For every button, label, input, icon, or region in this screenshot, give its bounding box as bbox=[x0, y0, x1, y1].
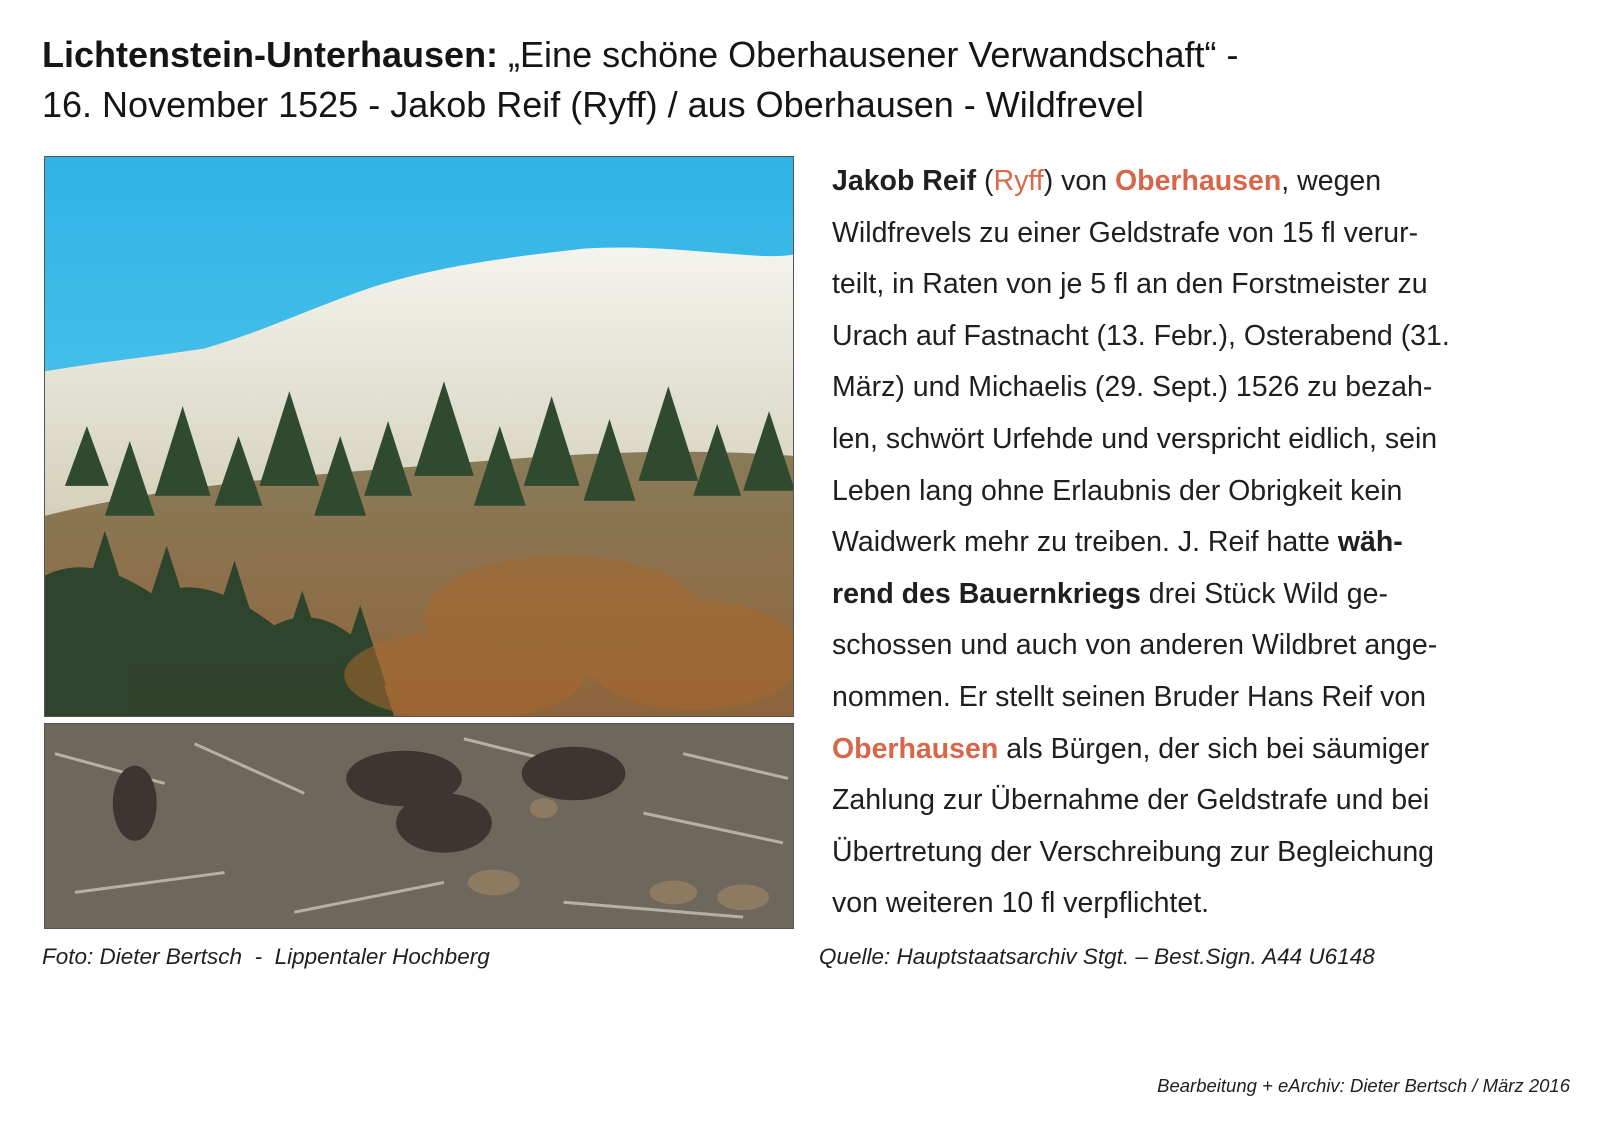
page-title bbox=[42, 30, 1562, 130]
bold-phrase: wäh- bbox=[1337, 526, 1403, 559]
name-variant: Ryff bbox=[993, 165, 1044, 197]
body-line: len, schwört Urfehde und verspricht eidlich, sein bbox=[832, 422, 1438, 455]
body-line bbox=[832, 569, 1572, 621]
place-highlight: Oberhausen bbox=[832, 732, 999, 765]
body-line: schossen und auch von anderen Wildbret ange- bbox=[832, 629, 1438, 662]
text-fragment: Waidwerk mehr zu treiben. J. Reif hatte bbox=[832, 526, 1338, 559]
title-line-2: 16. November 1525 - Jakob Reif (Ryff) / aus Oberhausen - Wildfrevel bbox=[42, 84, 1144, 125]
source-caption: Quelle: Hauptstaatsarchiv Stgt. – Best.Sign. A44 U6148 bbox=[819, 944, 1375, 969]
body-line: nommen. Er stellt seinen Bruder Hans Reif von bbox=[832, 680, 1427, 713]
forest-photo bbox=[44, 156, 794, 717]
title-subtitle: „Eine schöne Oberhausener Verwandschaft“ - bbox=[498, 34, 1239, 75]
text-fragment: ) von bbox=[1043, 165, 1115, 197]
bold-phrase: rend des Bauernkriegs bbox=[832, 577, 1141, 610]
body-line: Urach auf Fastnacht (13. Febr.), Osterabend (31. bbox=[832, 319, 1450, 352]
body-line bbox=[832, 156, 1572, 208]
body-line: teilt, in Raten von je 5 fl an den Forstmeister zu bbox=[832, 268, 1428, 301]
forest-image bbox=[45, 157, 793, 716]
title-place: Lichtenstein-Unterhausen: bbox=[42, 34, 499, 75]
text-fragment: ( bbox=[976, 165, 994, 197]
body-line: von weiteren 10 fl verpflichtet. bbox=[832, 887, 1210, 920]
boars-image bbox=[45, 724, 793, 928]
body-line bbox=[832, 517, 1572, 569]
photo-caption: Foto: Dieter Bertsch - Lippentaler Hochberg bbox=[42, 944, 490, 969]
title-line-1 bbox=[42, 30, 1562, 80]
body-line: Leben lang ohne Erlaubnis der Obrigkeit kein bbox=[832, 474, 1403, 507]
text-fragment: , wegen bbox=[1281, 165, 1382, 197]
text-fragment: als Bürgen, der sich bei säumiger bbox=[998, 732, 1430, 765]
boars-photo bbox=[44, 723, 794, 929]
body-text bbox=[832, 156, 1572, 930]
text-fragment: drei Stück Wild ge- bbox=[1140, 577, 1388, 610]
footer-credit: Bearbeitung + eArchiv: Dieter Bertsch / März 2016 bbox=[1157, 1075, 1570, 1096]
body-line: Übertretung der Verschreibung zur Begleichung bbox=[832, 835, 1435, 868]
body-line: Wildfrevels zu einer Geldstrafe von 15 fl verur- bbox=[832, 216, 1419, 249]
body-line: Zahlung zur Übernahme der Geldstrafe und bei bbox=[832, 784, 1430, 817]
body-line: März) und Michaelis (29. Sept.) 1526 zu bezah- bbox=[832, 371, 1433, 404]
body-line bbox=[832, 724, 1572, 776]
person-name: Jakob Reif bbox=[832, 165, 977, 197]
place-highlight: Oberhausen bbox=[1115, 165, 1282, 197]
